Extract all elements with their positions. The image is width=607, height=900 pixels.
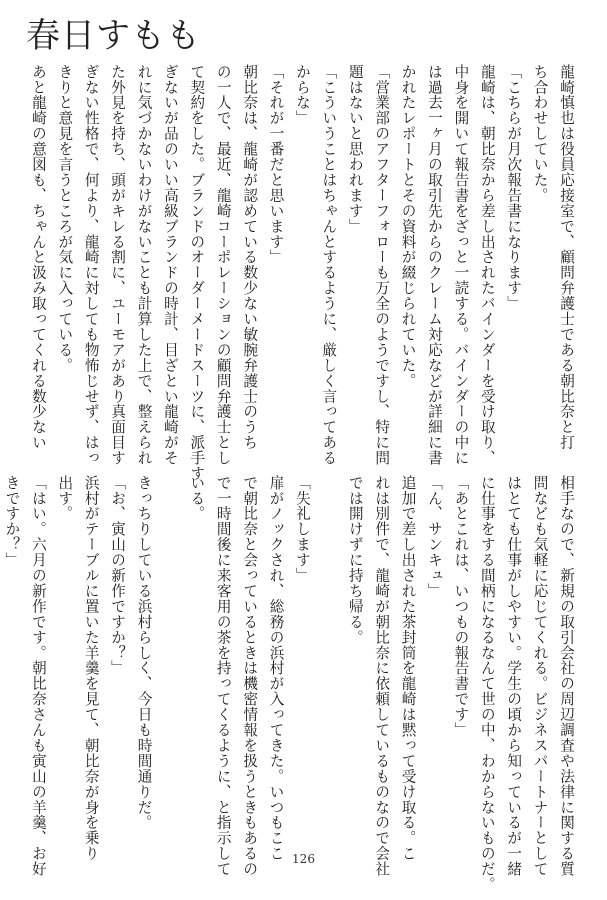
text-line bbox=[315, 475, 341, 832]
text-line: て契約をした。ブランドのオーダーメードスーツに、派手す bbox=[188, 64, 206, 482]
text-line: ぎない性格で、何より、龍崎に対しても物怖じせず、はっ bbox=[82, 64, 100, 466]
text-line: きりと意見を言うところが気に入っている。 bbox=[56, 64, 74, 373]
text-line: 「お、寅山の新作ですか？」 bbox=[109, 475, 127, 676]
text-line: 問なども気軽に応じてくれる。ビジネスパートナーとして bbox=[531, 475, 549, 877]
text-line: 相手なので、新規の取引会社の周辺調査や法律に関する質 bbox=[558, 475, 575, 877]
text-line: ぎないが品のいい高級ブランドの時計、目ざとい龍崎がそ bbox=[161, 64, 179, 466]
page-number: 126 bbox=[292, 852, 315, 866]
text-line: 龍崎慎也は役員応接室で、顧問弁護士である朝比奈と打 bbox=[558, 64, 575, 451]
text-line: ち合わせしていた。 bbox=[531, 64, 549, 204]
text-line: で朝比奈と会っているときは機密情報を扱うときもあるの bbox=[241, 475, 259, 877]
text-line: あと龍崎の意図も、ちゃんと汲み取ってくれる数少ない bbox=[29, 64, 47, 451]
text-line: の一人で、最近、龍崎コーポレーションの顧問弁護士とし bbox=[214, 64, 232, 466]
text-line: かれたレポートとその資料が綴じられていた。 bbox=[399, 64, 417, 389]
text-line: 龍崎は、朝比奈から差し出されたバインダーを受け取り、 bbox=[478, 64, 496, 466]
text-line: 「はい。六月の新作です。朝比奈さんも寅山の羊羹、お好 bbox=[29, 475, 47, 877]
text-line: 「ん、サンキュ」 bbox=[425, 475, 443, 599]
text-line: れは別件で、龍崎が朝比奈に依頼しているものなので会社 bbox=[373, 475, 391, 877]
top-text-block bbox=[29, 64, 579, 482]
text-line: きっちりしている浜村らしく、今日も時間通りだ。 bbox=[135, 475, 153, 831]
text-line: た外見を持ち、頭がキレる割に、ユーモアがあり真面目す bbox=[109, 64, 127, 466]
text-line: 出す。 bbox=[56, 475, 74, 522]
text-line: 題はないと思われます」 bbox=[346, 64, 364, 234]
text-line: 「失礼します」 bbox=[293, 475, 311, 584]
text-line: いる。 bbox=[188, 475, 206, 522]
text-line: 追加で差し出された茶封筒を龍崎は黙って受け取る。こ bbox=[399, 475, 417, 862]
text-line: 朝比奈は、龍崎が認めている数少ない敏腕弁護士のうち bbox=[241, 64, 259, 451]
text-line: 中身を開いて報告書をざっと一読する。バインダーの中に bbox=[452, 64, 470, 466]
text-line: からな」 bbox=[293, 64, 311, 126]
text-line: 「それが一番だと思います」 bbox=[267, 64, 285, 265]
text-line: はとても仕事がしやすい。学生の頃から知っているが一緒 bbox=[505, 475, 523, 877]
text-line bbox=[157, 475, 183, 832]
text-line: 浜村がテーブルに置いた羊羹を見て、朝比奈が身を乗り bbox=[82, 475, 100, 862]
author-name: 春日すもも bbox=[26, 16, 201, 56]
text-line: では開けずに持ち帰る。 bbox=[346, 475, 364, 645]
text-line: 扉がノックされ、総務の浜村が入ってきた。いつもここ bbox=[267, 475, 285, 862]
text-line: で一時間後に来客用の茶を持ってくるように、と指示して bbox=[214, 475, 232, 877]
text-line: 「こちらが月次報告書になります」 bbox=[505, 64, 523, 312]
text-line: 「こういうことはちゃんとするように、厳しく言ってある bbox=[320, 64, 338, 466]
text-line: れに気づかないわけがないことも計算した上で、整えられ bbox=[135, 64, 153, 466]
text-line: きですか？」 bbox=[3, 475, 21, 568]
text-line: 「営業部のアフターフォローも万全のようですし、特に問 bbox=[373, 64, 391, 466]
text-line: は過去一ヶ月の取引先からのクレーム対応などが詳細に書 bbox=[425, 64, 443, 466]
text-line: 「あとこれは、いつもの報告書です」 bbox=[452, 475, 470, 738]
text-line: に仕事をする間柄になるなんて世の中、わからないものだ。 bbox=[478, 475, 496, 893]
